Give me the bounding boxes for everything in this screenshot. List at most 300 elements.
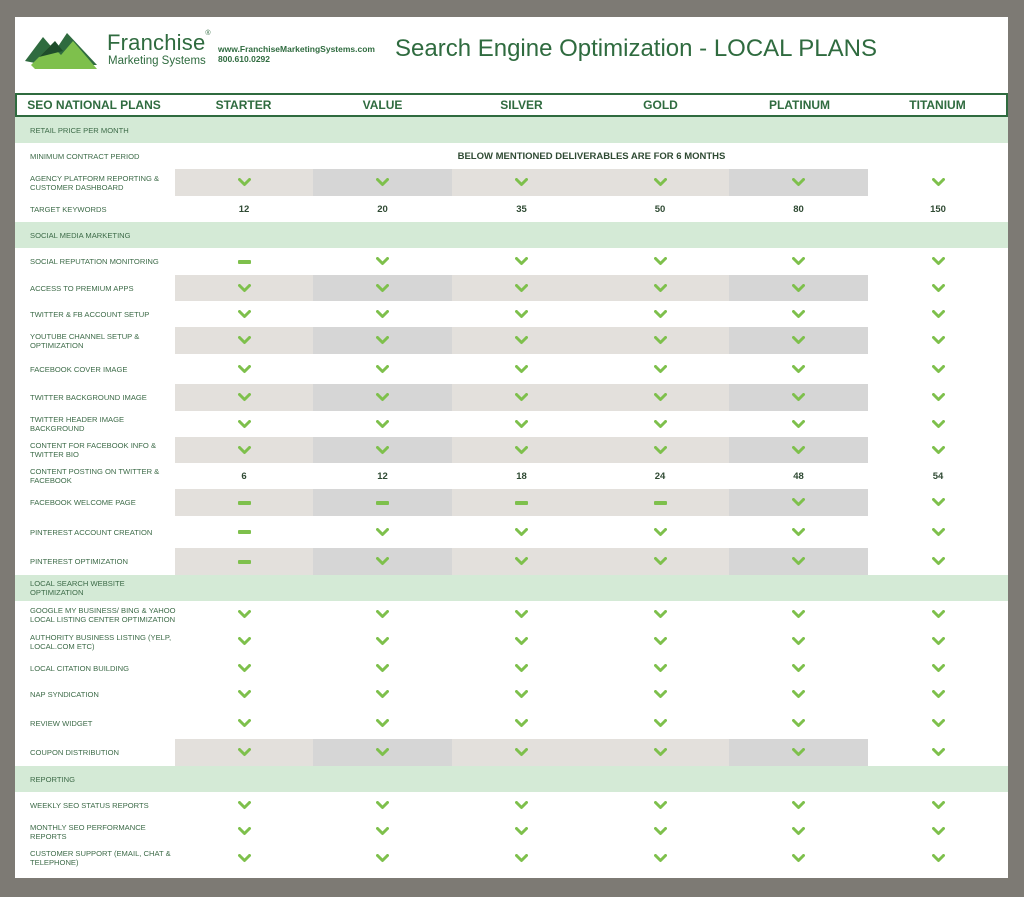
pricing-sheet: [15, 17, 1008, 878]
plan-cell: [591, 707, 729, 739]
row-label: FACEBOOK COVER IMAGE: [30, 364, 128, 374]
plan-cell: [313, 628, 452, 655]
check-icon: [932, 498, 945, 507]
check-icon: [792, 690, 805, 699]
check-icon: [376, 257, 389, 266]
row-label: GOOGLE MY BUSINESS/ BING & YAHOO LOCAL LISTING CENTER OPTIMIZATION: [30, 605, 176, 624]
plan-cell: [175, 681, 313, 707]
check-icon: [515, 178, 528, 187]
plan-cell: [868, 601, 1008, 628]
cell-value: 20: [377, 203, 388, 215]
plan-cell: [175, 792, 313, 818]
plan-cell: [175, 739, 313, 766]
check-icon: [792, 336, 805, 345]
check-icon: [932, 336, 945, 345]
plan-cell: [313, 301, 452, 327]
check-icon: [792, 393, 805, 402]
plan-header-titanium: TITANIUM: [909, 98, 966, 112]
row-label: PINTEREST ACCOUNT CREATION: [30, 527, 153, 537]
plan-cell: [591, 327, 729, 354]
plan-cell: [868, 845, 1008, 871]
check-icon: [515, 690, 528, 699]
section-label: LOCAL SEARCH WEBSITE OPTIMIZATION: [30, 579, 125, 597]
cell-value: 50: [654, 203, 666, 215]
check-icon: [238, 637, 251, 646]
section-row: [15, 222, 1008, 248]
plan-cell: [175, 707, 313, 739]
check-icon: [515, 854, 528, 863]
website-link[interactable]: www.FranchiseMarketingSystems.com: [218, 44, 375, 54]
plan-cell: [729, 169, 868, 196]
table-row: [15, 275, 1008, 301]
check-icon: [932, 664, 945, 673]
plan-cell: [729, 516, 868, 548]
check-icon: [792, 748, 805, 757]
check-icon: [238, 748, 251, 757]
plan-cell: [313, 327, 452, 354]
row-label: LOCAL CITATION BUILDING: [30, 663, 130, 673]
plan-cell: [868, 437, 1008, 463]
plan-cell: [868, 248, 1008, 275]
plan-cell: [175, 601, 313, 628]
dash-icon: [376, 501, 389, 505]
table-row: [15, 628, 1008, 655]
plan-cell: [591, 628, 729, 655]
plan-cell: [868, 301, 1008, 327]
plan-cell: [729, 489, 868, 516]
plans-column-header: SEO NATIONAL PLANS: [27, 98, 161, 112]
check-icon: [515, 664, 528, 673]
check-icon: [654, 637, 667, 646]
check-icon: [654, 393, 667, 402]
row-label: YOUTUBE CHANNEL SETUP & OPTIMIZATION: [30, 331, 140, 350]
section-row: [15, 766, 1008, 792]
plan-cell: [591, 437, 729, 463]
check-icon: [515, 336, 528, 345]
check-icon: [792, 284, 805, 293]
check-icon: [792, 498, 805, 507]
check-icon: [376, 557, 389, 566]
table-row: [15, 601, 1008, 628]
plan-cell: [452, 818, 591, 845]
plan-cell: [313, 548, 452, 575]
table-row: [15, 143, 1008, 169]
check-icon: [654, 257, 667, 266]
plan-header-silver: SILVER: [500, 98, 543, 112]
plan-cell: [313, 845, 452, 871]
plan-cell: [868, 275, 1008, 301]
row-label: TWITTER BACKGROUND IMAGE: [30, 393, 147, 402]
plan-cell: [452, 354, 591, 384]
dash-icon: [654, 501, 667, 505]
table-row: [15, 196, 1008, 222]
plan-cell: [452, 248, 591, 275]
check-icon: [515, 827, 528, 836]
plan-header-starter: STARTER: [215, 98, 272, 112]
plan-cell: [313, 196, 452, 222]
row-label: MINIMUM CONTRACT PERIOD: [30, 151, 140, 161]
check-icon: [376, 854, 389, 863]
plan-cell: [175, 248, 313, 275]
plan-cell: [175, 354, 313, 384]
check-icon: [932, 446, 945, 455]
check-icon: [238, 365, 251, 374]
check-icon: [515, 610, 528, 619]
check-icon: [654, 690, 667, 699]
plan-cell: [591, 169, 729, 196]
check-icon: [238, 336, 251, 345]
plan-cell: [729, 275, 868, 301]
plan-cell: [729, 411, 868, 437]
check-icon: [654, 178, 667, 187]
row-label: CUSTOMER SUPPORT (EMAIL, CHAT & TELEPHONE): [30, 849, 171, 867]
cell-value: 12: [238, 203, 250, 215]
page-title: Search Engine Optimization - LOCAL PLANS: [395, 35, 878, 62]
check-icon: [654, 365, 667, 374]
plan-cell: [175, 437, 313, 463]
plan-cell: [313, 681, 452, 707]
check-icon: [932, 719, 945, 728]
check-icon: [238, 178, 251, 187]
plan-cell: [729, 354, 868, 384]
check-icon: [238, 690, 251, 699]
check-icon: [932, 690, 945, 699]
brand-subtitle: Marketing Systems: [108, 55, 206, 67]
plan-cell: [452, 384, 591, 411]
plan-cell: [729, 463, 868, 489]
plan-cell: [868, 411, 1008, 437]
check-icon: [376, 664, 389, 673]
check-icon: [515, 528, 528, 537]
plan-cell: [868, 384, 1008, 411]
check-icon: [515, 310, 528, 319]
plan-cell: [591, 739, 729, 766]
check-icon: [376, 446, 389, 455]
plan-cell: [868, 655, 1008, 681]
plan-cell: [452, 601, 591, 628]
cell-value: 54: [932, 470, 944, 482]
plan-cell: [313, 655, 452, 681]
check-icon: [238, 801, 251, 810]
plan-cell: [175, 489, 313, 516]
plan-cell: [452, 437, 591, 463]
check-icon: [376, 637, 389, 646]
row-label: FACEBOOK WELCOME PAGE: [30, 498, 136, 507]
row-label: COUPON DISTRIBUTION: [30, 748, 120, 757]
row-label: MONTHLY SEO PERFORMANCE REPORTS: [30, 822, 146, 841]
table-row: [15, 301, 1008, 327]
check-icon: [932, 178, 945, 187]
plan-cell: [729, 437, 868, 463]
plan-cell: [313, 739, 452, 766]
check-icon: [515, 393, 528, 402]
plan-cell: [591, 548, 729, 575]
dash-icon: [238, 501, 251, 505]
plan-cell: [175, 548, 313, 575]
check-icon: [792, 257, 805, 266]
plan-cell: [729, 655, 868, 681]
plan-cell: [313, 516, 452, 548]
plan-cell: [175, 411, 313, 437]
table-header: [15, 93, 1008, 117]
table-row: [15, 707, 1008, 739]
plan-cell: [868, 707, 1008, 739]
cell-value: 48: [793, 470, 804, 482]
plan-cell: [175, 818, 313, 845]
plan-cell: [452, 845, 591, 871]
check-icon: [238, 284, 251, 293]
plan-cell: [313, 792, 452, 818]
check-icon: [654, 610, 667, 619]
plan-cell: [452, 548, 591, 575]
row-label: NAP SYNDICATION: [30, 689, 99, 699]
row-label: AGENCY PLATFORM REPORTING & CUSTOMER DASHBOARD: [30, 173, 160, 192]
plan-cell: [313, 275, 452, 301]
plan-cell: [729, 792, 868, 818]
check-icon: [515, 801, 528, 810]
row-label: WEEKLY SEO STATUS REPORTS: [30, 800, 149, 810]
plan-cell: [452, 628, 591, 655]
check-icon: [515, 420, 528, 429]
plan-cell: [452, 655, 591, 681]
plan-cell: [591, 354, 729, 384]
plan-cell: [868, 169, 1008, 196]
table-row: [15, 548, 1008, 575]
plan-cell: [175, 463, 313, 489]
check-icon: [515, 637, 528, 646]
table-row: [15, 739, 1008, 766]
plan-cell: [729, 548, 868, 575]
plan-cell: [591, 248, 729, 275]
check-icon: [932, 801, 945, 810]
check-icon: [932, 748, 945, 757]
table-row: [15, 411, 1008, 437]
row-label: SOCIAL REPUTATION MONITORING: [30, 257, 159, 266]
plan-cell: [452, 707, 591, 739]
check-icon: [792, 827, 805, 836]
row-label: TWITTER & FB ACCOUNT SETUP: [30, 309, 150, 319]
section-label: RETAIL PRICE PER MONTH: [30, 125, 129, 135]
check-icon: [376, 801, 389, 810]
check-icon: [376, 610, 389, 619]
check-icon: [792, 310, 805, 319]
check-icon: [376, 748, 389, 757]
plan-cell: [591, 601, 729, 628]
plan-header-gold: GOLD: [643, 98, 678, 112]
plan-cell: [868, 792, 1008, 818]
check-icon: [932, 310, 945, 319]
check-icon: [792, 420, 805, 429]
plan-cell: [452, 489, 591, 516]
check-icon: [932, 827, 945, 836]
check-icon: [238, 310, 251, 319]
plan-cell: [729, 628, 868, 655]
check-icon: [376, 365, 389, 374]
row-label: AUTHORITY BUSINESS LISTING (YELP, LOCAL.COM ETC): [30, 632, 172, 651]
plan-cell: [729, 739, 868, 766]
table-body: [15, 117, 1008, 871]
table-row: [15, 818, 1008, 845]
check-icon: [932, 284, 945, 293]
plan-cell: [729, 707, 868, 739]
check-icon: [654, 827, 667, 836]
plan-cell: [452, 739, 591, 766]
row-label: CONTENT FOR FACEBOOK INFO & TWITTER BIO: [30, 441, 157, 459]
check-icon: [515, 257, 528, 266]
plan-cell: [591, 655, 729, 681]
check-icon: [654, 336, 667, 345]
plan-cell: [175, 169, 313, 196]
table-row: [15, 327, 1008, 354]
check-icon: [654, 557, 667, 566]
cell-value: 18: [516, 470, 527, 482]
plan-cell: [175, 628, 313, 655]
plan-cell: [591, 792, 729, 818]
check-icon: [932, 365, 945, 374]
cell-value: 150: [930, 203, 946, 215]
plan-cell: [452, 516, 591, 548]
check-icon: [238, 393, 251, 402]
check-icon: [238, 719, 251, 728]
check-icon: [376, 420, 389, 429]
plan-cell: [313, 437, 452, 463]
check-icon: [792, 178, 805, 187]
plan-cell: [452, 411, 591, 437]
plan-cell: [452, 463, 591, 489]
check-icon: [792, 854, 805, 863]
plan-cell: [591, 411, 729, 437]
plan-cell: [175, 196, 313, 222]
check-icon: [376, 719, 389, 728]
check-icon: [792, 719, 805, 728]
page-header: [15, 17, 1008, 91]
plan-cell: [729, 845, 868, 871]
check-icon: [238, 610, 251, 619]
contact-info: [218, 44, 375, 64]
cell-value: 80: [793, 203, 804, 215]
check-icon: [515, 719, 528, 728]
check-icon: [376, 393, 389, 402]
plan-cell: [591, 384, 729, 411]
table-row: [15, 354, 1008, 384]
check-icon: [376, 178, 389, 187]
plan-cell: [868, 463, 1008, 489]
check-icon: [932, 257, 945, 266]
plan-cell: [313, 248, 452, 275]
phone-number: 800.610.0292: [218, 54, 270, 64]
section-label: REPORTING: [30, 774, 76, 784]
cell-value: 35: [516, 203, 527, 215]
plan-cell: [868, 327, 1008, 354]
plan-cell: [591, 463, 729, 489]
plan-cell: [313, 601, 452, 628]
section-label: SOCIAL MEDIA MARKETING: [30, 230, 131, 240]
plan-cell: [591, 681, 729, 707]
plan-cell: [313, 384, 452, 411]
plan-cell: [175, 275, 313, 301]
check-icon: [654, 854, 667, 863]
cell-value: 12: [377, 470, 388, 482]
plans-table: [15, 93, 1008, 871]
plan-cell: [591, 845, 729, 871]
plan-cell: [452, 792, 591, 818]
plan-cell: [452, 327, 591, 354]
check-icon: [376, 528, 389, 537]
check-icon: [376, 336, 389, 345]
plan-cell: [452, 301, 591, 327]
check-icon: [654, 284, 667, 293]
plan-cell: [591, 818, 729, 845]
dash-icon: [238, 530, 251, 534]
table-row: [15, 169, 1008, 196]
plan-cell: [175, 301, 313, 327]
plan-cell: [313, 707, 452, 739]
check-icon: [792, 664, 805, 673]
plan-cell: [591, 489, 729, 516]
check-icon: [932, 420, 945, 429]
check-icon: [654, 801, 667, 810]
row-label: REVIEW WIDGET: [30, 718, 93, 728]
plan-cell: [313, 169, 452, 196]
table-row: [15, 463, 1008, 489]
plan-cell: [591, 301, 729, 327]
plan-cell: [452, 196, 591, 222]
check-icon: [654, 310, 667, 319]
check-icon: [792, 557, 805, 566]
table-row: [15, 681, 1008, 707]
check-icon: [654, 664, 667, 673]
plan-cell: [729, 301, 868, 327]
plan-cell: [313, 411, 452, 437]
dash-icon: [238, 260, 251, 264]
cell-value: 6: [241, 470, 247, 482]
plan-cell: [175, 516, 313, 548]
plan-cell: [591, 196, 729, 222]
plan-cell: [868, 628, 1008, 655]
check-icon: [932, 637, 945, 646]
plan-cell: [313, 463, 452, 489]
check-icon: [515, 365, 528, 374]
section-row: [15, 117, 1008, 143]
cell-value: 24: [654, 470, 666, 482]
check-icon: [792, 365, 805, 374]
plan-cell: [175, 327, 313, 354]
plan-cell: [175, 384, 313, 411]
plan-cell: [452, 169, 591, 196]
check-icon: [376, 310, 389, 319]
mountain-logo-icon: [25, 27, 97, 69]
plan-cell: [729, 248, 868, 275]
dash-icon: [515, 501, 528, 505]
check-icon: [515, 284, 528, 293]
section-row: [15, 575, 1008, 601]
check-icon: [792, 801, 805, 810]
plan-cell: [313, 489, 452, 516]
plan-cell: [868, 739, 1008, 766]
check-icon: [238, 854, 251, 863]
plan-cell: [729, 384, 868, 411]
row-label: ACCESS TO PREMIUM APPS: [30, 283, 134, 293]
plan-cell: [313, 818, 452, 845]
table-row: [15, 516, 1008, 548]
check-icon: [515, 557, 528, 566]
check-icon: [515, 446, 528, 455]
check-icon: [792, 446, 805, 455]
plan-cell: [175, 845, 313, 871]
brand-name: Franchise®: [107, 30, 211, 55]
plan-cell: [452, 275, 591, 301]
plan-cell: [868, 818, 1008, 845]
